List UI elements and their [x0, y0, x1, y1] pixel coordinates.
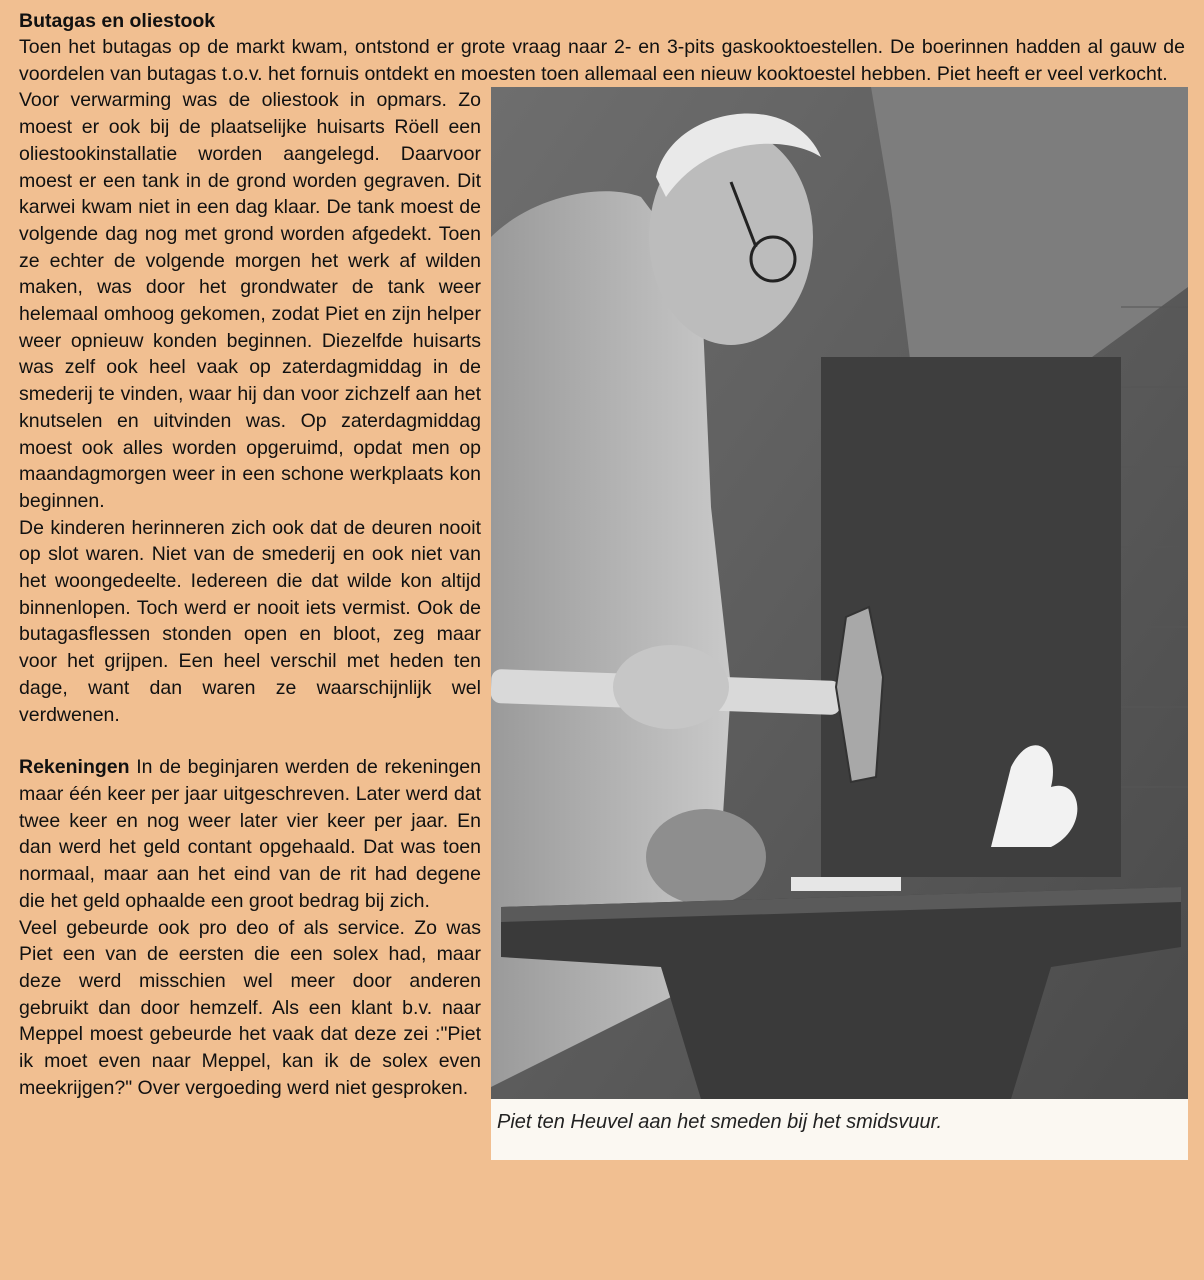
paragraph-oliestook: Voor verwarming was de oliestook in opmars. Zo moest er ook bij de plaatselijke huisarts Röell een oliestookinstallatie worden aangelegd. Daarvoor moest er een tank in de grond worden gegraven. Dit karwei kwam niet in een dag klaar. De tank moest de volgende dag nog met grond worden afgedekt. Toen ze echter de volgende morgen het werk af wilden maken, was door het grondwater de tank weer helemaal omhoog gekomen, zodat Piet en zijn helper weer opnieuw konden beginnen. Diezelfde huisarts was zelf ook heel vaak op zaterdagmiddag in de smederij te vinden, waar hij dan voor zichzelf aan het knutselen en uitvinden was. Op zaterdagmiddag moest ook alles worden opgeruimd, opdat men op maandagmorgen weer in een schone werkplaats kon beginnen.: [19, 89, 481, 512]
section-title: Butagas en oliestook: [19, 10, 216, 32]
paragraph-deuren: De kinderen herinneren zich ook dat de deuren nooit op slot waren. Niet van de smederij en ook niet van het woongedeelte. Iedereen die dat wilde kon altijd binnenlopen. Toch werd er nooit iets vermist. Ook de butagasflessen stonden open en bloot, zeg maar voor het grijpen. Een heel verschil met heden ten dage, want dan waren ze waarschijnlijk wel verdwenen.: [19, 516, 481, 726]
intro-paragraph: Toen het butagas op de markt kwam, ontstond er grote vraag naar 2- en 3-pits gaskooktoestellen. De boerinnen hadden al gauw de voordelen van butagas t.o.v. het fornuis ontdekt en moesten toen allemaal een nieuw kooktoestel hebben. Piet heeft er veel verkocht.: [19, 36, 1185, 85]
photo-figure: [491, 87, 1188, 1160]
photo-caption: Piet ten Heuvel aan het smeden bij het smidsvuur.: [497, 1111, 943, 1134]
paragraph-solex: Veel gebeurde ook pro deo of als service. Zo was Piet een van de eersten die een solex had, maar deze werd misschien wel meer door anderen gebruikt dan door hemzelf. Als een klant b.v. naar Meppel moest gebeurde het vaak dat deze zei :"Piet ik moet even naar Meppel, kan ik de solex even meekrijgen?" Over vergoeding werd niet gesproken.: [19, 916, 481, 1099]
rekeningen-heading: Rekeningen: [19, 756, 130, 779]
rekeningen-text: In de beginjaren werden de rekeningen maar één keer per jaar uitgeschreven. Later werd dat twee keer en nog weer later vier keer per jaar. En dan werd het geld contant opgehaald. Dat was toen normaal, maar aan het eind van de rit had degene die het geld ophaalde een groot bedrag bij zich.: [19, 756, 481, 912]
blacksmith-photo: [491, 87, 1188, 1160]
